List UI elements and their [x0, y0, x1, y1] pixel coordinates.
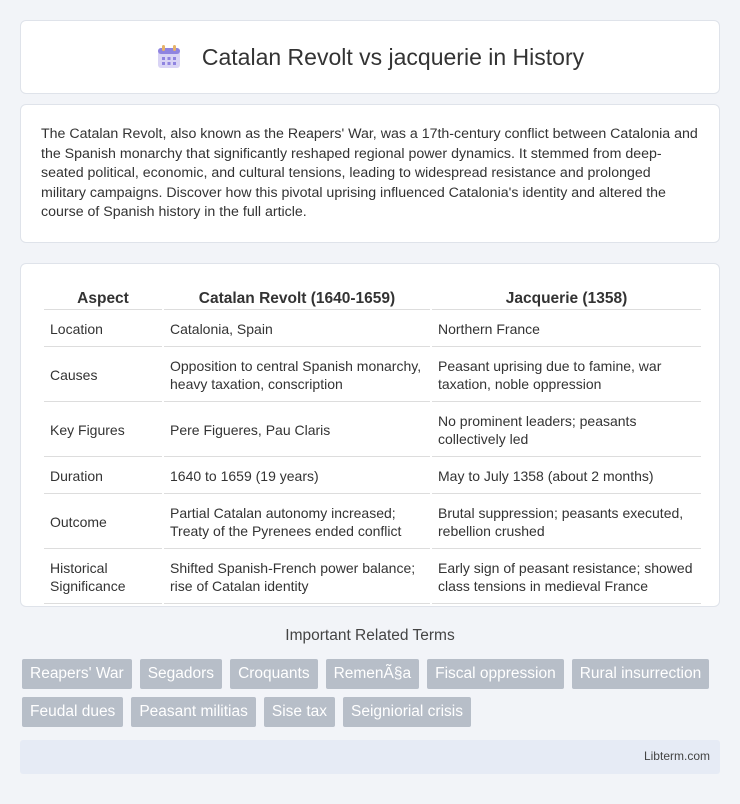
row-aspect: Causes [44, 349, 162, 402]
related-term-tag[interactable]: RemenÃ§a [326, 659, 420, 689]
related-term-tag[interactable]: Reapers' War [22, 659, 132, 689]
row-aspect: Historical Significance [44, 551, 162, 604]
page-title: Catalan Revolt vs jacquerie in History [201, 43, 585, 70]
related-term-tag[interactable]: Fiscal oppression [427, 659, 564, 689]
related-terms-list [22, 659, 722, 727]
table-row [44, 312, 701, 347]
row-jacquerie-value: No prominent leaders; peasants collectively led [432, 404, 701, 457]
table-row [44, 459, 701, 494]
row-aspect: Location [44, 312, 162, 347]
header-card [20, 20, 720, 94]
table-row [44, 404, 701, 457]
row-jacquerie-value: Peasant uprising due to famine, war taxation, noble oppression [432, 349, 701, 402]
table-row [44, 349, 701, 402]
comparison-card [20, 263, 720, 607]
row-catalan-value: Partial Catalan autonomy increased; Treaty of the Pyrenees ended conflict [164, 496, 430, 549]
related-terms-title: Important Related Terms [285, 627, 455, 644]
footer [20, 740, 720, 774]
intro-text: The Catalan Revolt, also known as the Reapers' War, was a 17th-century conflict between Catalonia and the Spanish monarchy that significantly reshaped regional power dynamics. It stemmed from deep-seated political, economic, and cultural tensions, leading to widespread resistance and prolonged military campaigns. Discover how this pivotal uprising influenced Catalonia's identity and altered the course of Spanish history in the full article. [41, 126, 698, 220]
row-aspect: Key Figures [44, 404, 162, 457]
related-term-tag[interactable]: Croquants [230, 659, 318, 689]
row-jacquerie-value: May to July 1358 (about 2 months) [432, 459, 701, 494]
footer-site-link[interactable]: Libterm.com [643, 749, 710, 763]
header-catalan-revolt: Catalan Revolt (1640-1659) [164, 286, 430, 310]
row-catalan-value: Catalonia, Spain [164, 312, 430, 347]
row-aspect: Outcome [44, 496, 162, 549]
header-aspect: Aspect [44, 286, 162, 310]
row-jacquerie-value: Early sign of peasant resistance; showed class tensions in medieval France [432, 551, 701, 604]
row-jacquerie-value: Brutal suppression; peasants executed, rebellion crushed [432, 496, 701, 549]
comparison-table [42, 284, 703, 606]
header-jacquerie: Jacquerie (1358) [432, 286, 701, 310]
related-term-tag[interactable]: Sise tax [264, 697, 335, 727]
table-row [44, 551, 701, 604]
table-row [44, 496, 701, 549]
calendar-icon [156, 44, 182, 70]
row-catalan-value: Shifted Spanish-French power balance; rise of Catalan identity [164, 551, 430, 604]
row-aspect: Duration [44, 459, 162, 494]
row-catalan-value: Opposition to central Spanish monarchy, heavy taxation, conscription [164, 349, 430, 402]
row-jacquerie-value: Northern France [432, 312, 701, 347]
related-term-tag[interactable]: Peasant militias [131, 697, 256, 727]
row-catalan-value: Pere Figueres, Pau Claris [164, 404, 430, 457]
row-catalan-value: 1640 to 1659 (19 years) [164, 459, 430, 494]
table-header-row [44, 286, 701, 310]
related-term-tag[interactable]: Segadors [140, 659, 222, 689]
related-term-tag[interactable]: Seigniorial crisis [343, 697, 471, 727]
intro-card [20, 104, 720, 243]
related-term-tag[interactable]: Feudal dues [22, 697, 123, 727]
related-term-tag[interactable]: Rural insurrection [572, 659, 709, 689]
